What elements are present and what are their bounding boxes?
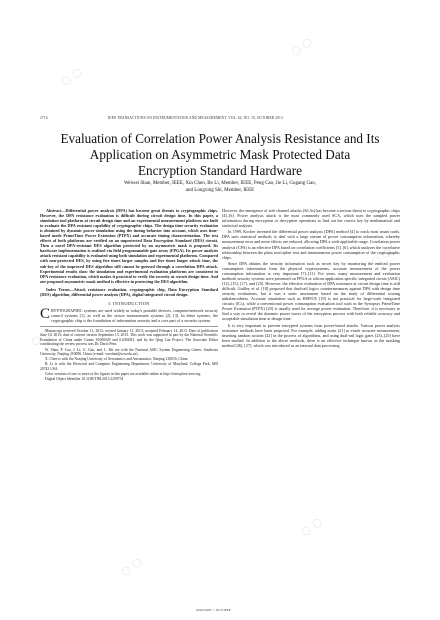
index-terms-text: Index Terms—Attack resistance evaluation, cryptographic chip, Data Encryption Standard (DES) algorithm, differential power analysis (DPA), digital integrated circuit design. xyxy=(40,286,218,297)
drop-cap: C xyxy=(40,305,51,322)
body-paragraph: In 1999, Kocher invented the differential power analysis (DPA) method [4] to crack most smart cards. DPA uses statistical methods to deal with a large stream of power consumption information, whereby measurement error and noise effects are reduced, allowing DPA a wide applicable range. Correlation power analysis (CPA) is an effective DPA based on correlation coefficients [5], [6], which analyzes the correlative relationship between the plain text/cipher text and instantaneous power consumption of the cryptographic chips. xyxy=(222,229,400,260)
footnote: Color versions of one or more of the figures in this paper are available online at http://ieeexplore.ieee.org. xyxy=(45,371,202,376)
footnotes xyxy=(40,326,218,381)
page-number: 2716 xyxy=(40,116,48,120)
index-terms xyxy=(40,287,218,297)
watermark-icon: ○ ○ xyxy=(58,64,85,89)
footnote: B. Li is with the Electrical and Computer Engineering Department, University of Maryland, College Park, MD 20742 USA. xyxy=(40,362,218,371)
author-line: and Longxing Shi, Member, IEEE xyxy=(185,187,255,193)
body-paragraph: It is very important to prevent encrypted systems from power-based attacks. Various power analysis resistance methods have been proposed. For example, adding noise [21] to evade accurate measurement, inserting random actions [22] in the process of algorithms, and using dual-rail logic gates [23]–[25] have been studied. In addition to the above methods, there is an effective technique known as the masking method [26], [27], which was introduced as an internal data processing xyxy=(222,322,400,348)
journal-header: IEEE TRANSACTIONS ON INSTRUMENTATION AND MEASUREMENT, VOL. 62, NO. 10, OCTOBER 2013 xyxy=(108,116,283,120)
left-column xyxy=(40,208,218,382)
section-heading: I. INTRODUCTION xyxy=(108,300,150,306)
paper-title: Evaluation of Correlation Power Analysis Resistance and Its Application on Asymmetric Mask Protected Data Encryption Standard Hardware xyxy=(60,131,380,179)
watermark-icon: ○ ○ xyxy=(298,514,325,539)
watermark-icon: ○ ○ xyxy=(28,324,55,349)
watermark-icon: ○ ○ xyxy=(288,34,315,59)
author-list xyxy=(70,181,370,194)
abstract-text: Abstract—Differential power analysis (DPA) has become great threats to cryptographic chips. However, the DPA resistance evaluation is difficult during circuit design time. In this paper, a simulation tool platform at circuit design time and an experimental measurement platform are built to evaluate the DPA resistant capability of cryptographic chips. The design time security evaluation is obtained by dynamic power simulation using the timing behavior into account, which uses time-based mode PrimeTime Power Extension (PTPX) and accurate timing characterization. The test effects of both platforms are verified on an unprotected Data Encryption Standard (DES) circuit. Then a novel DPA-resistant DES algorithm protected by an asymmetric mask is proposed. Its hardware implementation is realized via field programmable gate array (FPGA). Its power analysis attack resistant capability is evaluated using both simulation and experimental platforms. Compared with non-protected DES, by using five times larger samples and five times longer attack time, the sub-key of the improved DES algorithm still cannot be guessed through a correlation DPA attack. Experimental results show the simulation and experimental evaluation platforms are consistent in DPA resistance evaluation, which makes it practical to verify the security at circuit design time. And our proposed asymmetric mask method is effective in protecting the DES algorithm. xyxy=(40,208,218,284)
right-column xyxy=(222,208,400,349)
abstract xyxy=(40,208,218,284)
footnote: W. Shan, P. Cao, J. Li, G. Gao, and L. Shi are with the National ASIC System Engineering Center, Southeast University, Nanjing 210096, China (e-mail: wwshan@seu.edu.cn). xyxy=(40,347,218,357)
watermark-icon: ○ ○ xyxy=(368,244,395,269)
author-line: Weiwei Shan, Member, IEEE, Xin Chen, Bo Li, Member, IEEE, Peng Cao, Jie Li, Gugang Gao, xyxy=(123,181,317,186)
body-paragraph: Since DPA obtains the security information such as secret key by monitoring the emitted power consumption information from the physical cryptosystems, accurate measurement of the power consumption information is very important [7]–[11]. For years, many measurement and evaluation methods security systems were presented on FPGA or silicon application specific integrated circuit (ASIC) [12]–[15], [17], and [25]. However, the effective evaluation of DPA resistance at circuit design time is still difficult. Guilley et al. [18] proposed that dual-rail logics countermeasures against DPA with design time security evaluations, but it was a static assessment based on the study of differential routing unbalancedness. Accurate simulation such as HSPICE [19] is not practical for large-scale integrated circuits (ICs), while a conventional power consumption evaluation tool such as the Synopsys PrimeTime Power Extension (PTPX) [20] is usually used for average power estimation. Therefore, it is necessary to find a way to reveal the dynamic power traces of the encryption process with both reliable accuracy and acceptable simulation time at design time. xyxy=(222,260,400,322)
footnote: Manuscript received October 11, 2012; revised January 11, 2013; accepted February 14, 2013. Date of publication June 10, 2013; date of current version September 13, 2013. This work was supported in part by the National Scientific Foundation of China under Grants 61006029 and 61204023, and by the Qing Lan Project. The Associate Editor coordinating the review process was Dr. Dario Petri. xyxy=(40,328,218,347)
body-paragraph: However, the emergence of side channel attacks (SCAs) has become a serious threat to cryptographic chips [4]–[6]. Power analysis attack is the most commonly used SCA, which uses the sampled power information during encryption or decryption operations to find out the correct key by mathematical and statistical analysis. xyxy=(222,208,400,229)
issn-copyright: 0018-9456 © 2013 IEEE xyxy=(196,608,232,612)
intro-text: RYPTOGRAPHIC systems are used widely in today's portable devices, computer/network security control systems [1], as well as the secure measurement systems [2], [3]. In these systems, the cryptographic chip is the foundation of information security and a core part of a security system. xyxy=(51,307,218,323)
watermark-icon: ○ ○ xyxy=(118,554,145,579)
footnote: Digital Object Identifier 10.1109/TIM.2013.2259754 xyxy=(45,376,124,381)
footnote: X. Chen is with the Nanjing University of Aeronautics and Astronautics, Nanjing 210016, China. xyxy=(45,357,189,362)
intro-paragraph xyxy=(40,305,218,323)
